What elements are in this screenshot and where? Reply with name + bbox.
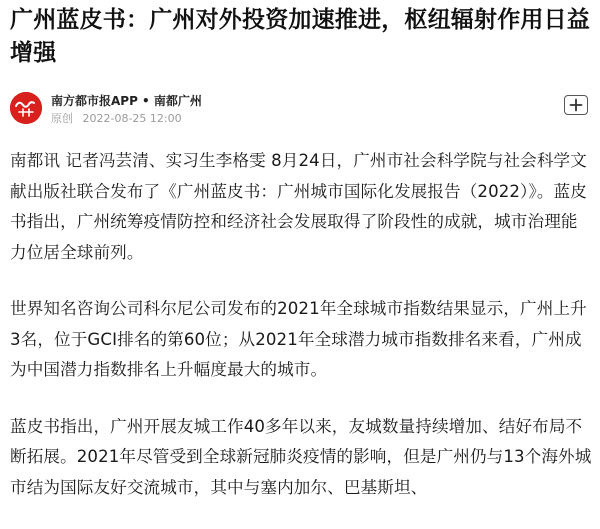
article-byline bbox=[10, 92, 590, 128]
article-paragraph: 蓝皮书指出，广州开展友城工作40多年以来，友城数量持续增加、结好布局不断拓展。2021年尽管受到全球新冠肺炎疫情的影响，但是广州仍与13个海外城市结为国际友好交流城市，其中与塞内加尔、巴基斯坦、 bbox=[10, 416, 592, 497]
article-meta bbox=[51, 111, 182, 126]
follow-button[interactable] bbox=[564, 95, 588, 115]
publish-date: 2022-08-25 12:00 bbox=[82, 112, 182, 125]
article-paragraph: 南都讯 记者冯芸清、实习生李格雯 8月24日，广州市社会科学院与社会科学文献出版社联合发布了《广州蓝皮书：广州城市国际化发展报告（2022）》。蓝皮书指出，广州统筹疫情防控和经济社会发展取得了阶段性的成就，城市治理能力位居全球前列。 bbox=[10, 151, 587, 262]
article-title: 广州蓝皮书：广州对外投资加速推进，枢纽辐射作用日益增强 bbox=[10, 7, 590, 66]
nd-guangzhou-logo-icon bbox=[10, 92, 42, 124]
article-body bbox=[10, 146, 594, 529]
source-avatar[interactable] bbox=[10, 92, 42, 124]
original-label: 原创 bbox=[51, 112, 73, 125]
source-name[interactable]: 南方都市报APP • 南都广州 bbox=[51, 94, 202, 108]
plus-icon bbox=[565, 96, 587, 114]
article-paragraph: 世界知名咨询公司科尔尼公司发布的2021年全球城市指数结果显示，广州上升3名，位于GCI排名的第60位；从2021年全球潜力城市指数排名来看，广州成为中国潜力指数排名上升幅度最大的城市。 bbox=[10, 299, 587, 379]
